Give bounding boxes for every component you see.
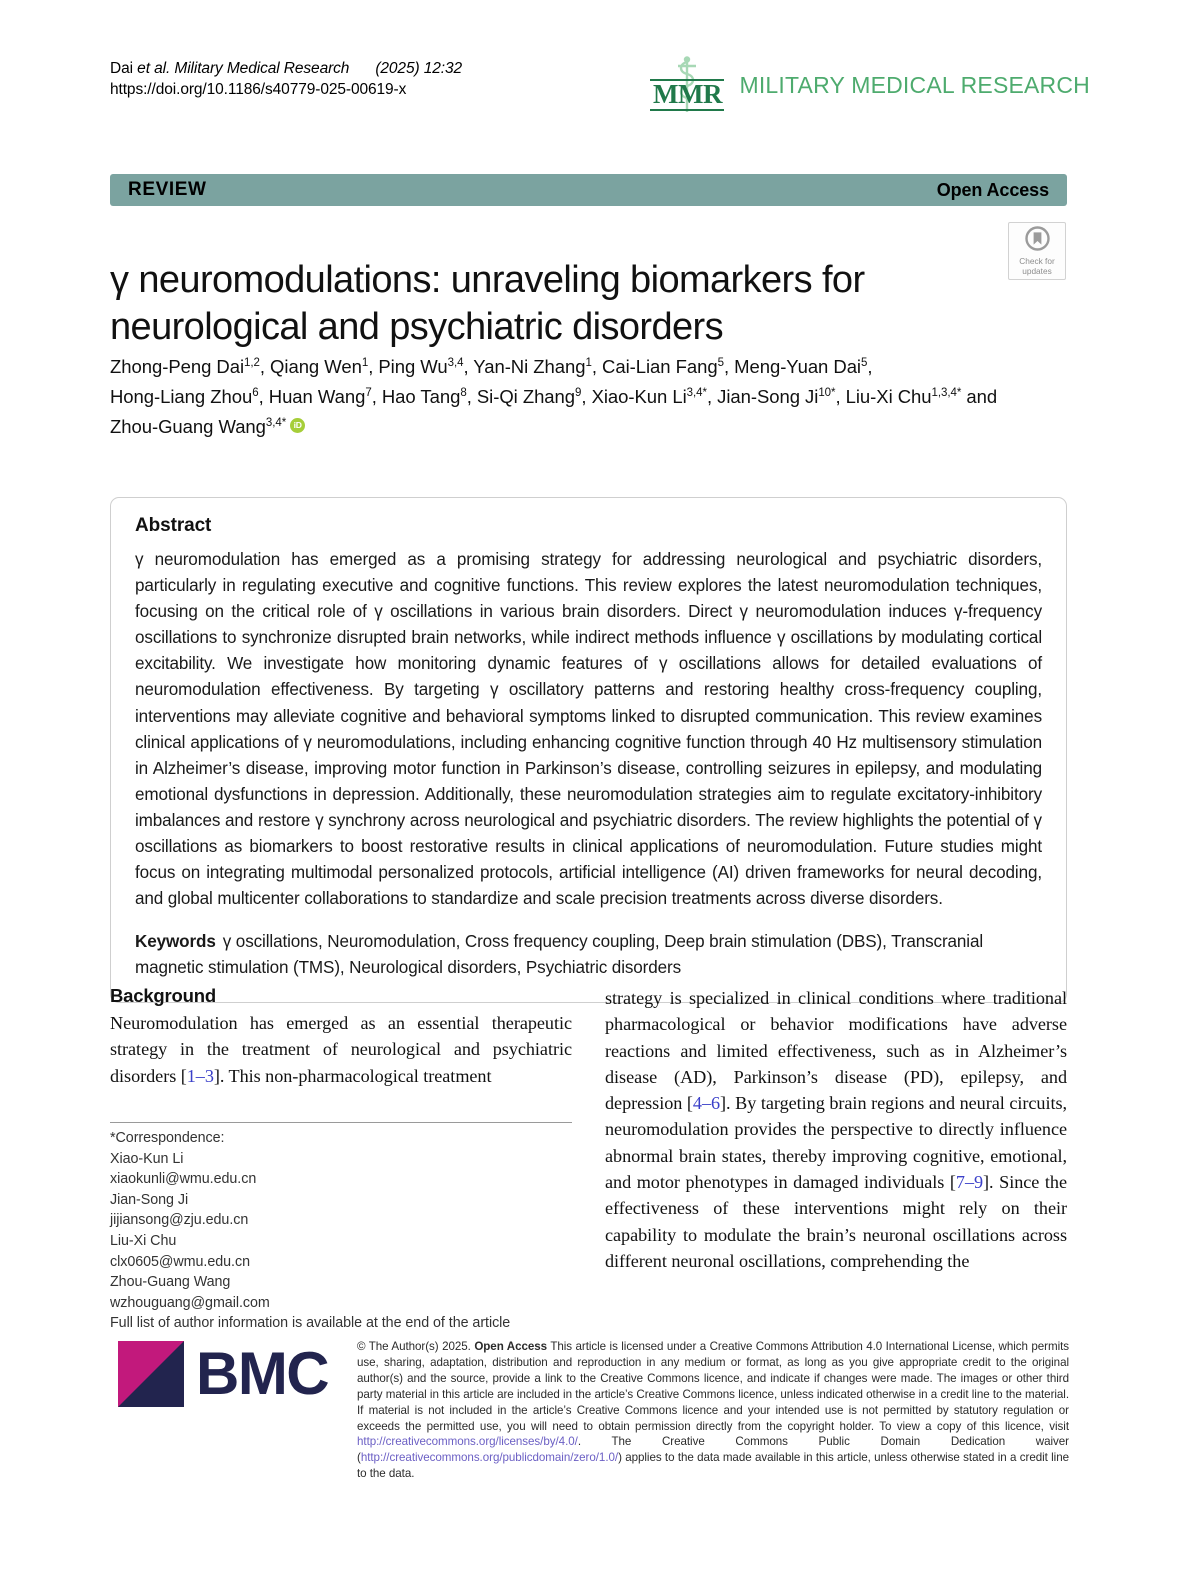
correspondence-entries <box>110 1149 580 1314</box>
crossmark-line1: Check for <box>1019 256 1055 267</box>
correspondence-name: Xiao-Kun Li <box>110 1150 184 1167</box>
crossmark-badge[interactable] <box>1008 222 1066 280</box>
bg-right-text-3: ]. Since the effectiveness of these interventions might rely on their capability to modulate the brain’s neuronal oscillations across different neuronal oscillations, comprehending the <box>605 1172 1067 1271</box>
author-list <box>110 352 1055 442</box>
citation-link-1-3[interactable]: 1–3 <box>186 1065 214 1086</box>
author-line-1: Zhong-Peng Dai$^{1,2}$, Qiang Wen$^1$, Ping Wu$^{3,4}$, Yan-Ni Zhang$^1$, Cai-Lian Fang$^5$, Meng-Yuan Dai$^5$, <box>110 356 873 377</box>
mmr-rule-bottom <box>650 109 724 111</box>
correspondence-block <box>110 1128 580 1334</box>
body-column-left <box>110 985 572 1089</box>
license-body-2: . The Creative Commons Public Domain Dedication waiver ( <box>357 1435 1069 1465</box>
journal-full-name: MILITARY MEDICAL RESEARCH <box>739 71 1090 98</box>
correspondence-divider <box>110 1122 572 1123</box>
license-body-1: This article is licensed under a Creative Commons Attribution 4.0 International License, which permits use, sharing, adaptation, distribution and reproduction in any medium or format, as long as you give appropriate credit to the original author(s) and the source, provide a link to the Creative Commons licence, and indicate if changes were made. The images or other third party material in this article are included in the article’s Creative Commons licence, unless indicated otherwise in a credit line to the material. If material is not included in the article’s Creative Commons licence and your intended use is not permitted by statutory regulation or exceeds the permitted use, you will need to obtain permission directly from the copyright holder. To view a copy of this licence, visit <box>357 1340 1070 1433</box>
license-open-access: Open Access <box>474 1340 548 1353</box>
keywords-line <box>135 929 1042 981</box>
license-statement <box>357 1339 1069 1482</box>
keywords-text: γ oscillations, Neuromodulation, Cross frequency coupling, Deep brain stimulation (DBS), Transcranial magnetic stimulation (TMS), Neurological disorders, Psychiatric disorders <box>135 932 984 978</box>
page-title: γ neuromodulations: unraveling biomarkers for neurological and psychiatric disorders <box>110 259 865 349</box>
correspondence-email[interactable]: jijiansong@zju.edu.cn <box>110 1212 249 1229</box>
article-type-banner <box>110 174 1067 206</box>
license-link-zero10[interactable]: http://creativecommons.org/publicdomain/zero/1.0/ <box>360 1451 619 1465</box>
license-copyright: © The Author(s) 2025. <box>357 1340 471 1353</box>
citation-link-7-9[interactable]: 7–9 <box>955 1172 984 1193</box>
background-paragraph-left <box>110 1010 572 1089</box>
license-body-3: ) applies to the data made available in this article, unless otherwise stated in a credit line to the data. <box>357 1451 1069 1481</box>
bg-right-text-2: ]. By targeting brain regions and neural circuits, neuromodulation provides the perspective to directly influence abnormal brain states, thereby improving cognitive, emotional, and motor phenotypes in damaged individuals [ <box>605 1093 1067 1193</box>
correspondence-name: Jian-Song Ji <box>110 1191 189 1208</box>
author-line-3: Zhou-Guang Wang$^{3,4*}$ <box>110 416 287 437</box>
correspondence-email[interactable]: xiaokunli@wmu.edu.cn <box>110 1171 257 1188</box>
correspondence-email[interactable]: wzhouguang@gmail.com <box>110 1294 270 1311</box>
citation-journal: et al. Military Medical Research <box>137 60 350 77</box>
bmc-square-icon <box>118 1341 184 1407</box>
doi-link[interactable]: https://doi.org/10.1186/s40779-025-00619-x <box>110 81 407 98</box>
orcid-icon[interactable]: iD <box>290 418 305 433</box>
page-header <box>110 58 1090 128</box>
correspondence-label: *Correspondence: <box>110 1130 225 1146</box>
keywords-label: Keywords <box>135 932 216 952</box>
abstract-text: γ neuromodulation has emerged as a promising strategy for addressing neurological and psychiatric disorders, particularly in regulating executive and cognitive functions. This review explores the latest neuromodulation techniques, focusing on the critical role of γ oscillations in various brain disorders. Direct γ neuromodulation induces γ-frequency oscillations to synchronize disrupted brain networks, while indirect methods influence γ oscillations by modulating cortical excitability. We investigate how monitoring dynamic features of γ oscillations allows for detailed evaluations of neuromodulation effectiveness. By targeting γ oscillatory patterns and restoring healthy cross-frequency coupling, interventions may alleviate cognitive and behavioral symptoms linked to disrupted communication. This review examines clinical applications of γ neuromodulations, including enhancing cognitive function through 40 Hz multisensory stimulation in Alzheimer’s disease, improving motor function in Parkinson’s disease, controlling seizures in epilepsy, and modulating emotional dysfunctions in depression. Additionally, these neuromodulation strategies aim to regulate excitatory-inhibitory imbalances and restore γ synchrony across neurological and psychiatric disorders. The review highlights the potential of γ oscillations as biomarkers to boost restorative results in clinical applications of neuromodulation. Future studies might focus on integrating multimodal personalized protocols, artificial intelligence (AI) driven frameworks for neural decoding, and global multicenter collaborations to standardize and scale precision treatments across diverse disorders. <box>135 550 1042 909</box>
background-paragraph-right <box>605 985 1067 1274</box>
article-type-label: REVIEW <box>128 179 207 200</box>
mmr-abbrev: MMR <box>653 79 722 109</box>
abstract-heading: Abstract <box>135 515 212 536</box>
crossmark-icon <box>1025 226 1050 256</box>
abstract-section <box>110 497 1067 1003</box>
body-column-right <box>605 985 1067 1274</box>
bg-right-text-1: strategy is specialized in clinical conditions where traditional pharmacological or behavior modifications have adverse reactions and limited effectiveness, such as in Alzheimer’s disease (AD), Parkinson’s disease (PD), epilepsy, and depression [ <box>605 988 1067 1114</box>
journal-logo <box>649 56 1090 114</box>
citation-link-4-6[interactable]: 4–6 <box>692 1093 721 1114</box>
author-line-2: Hong-Liang Zhou$^6$, Huan Wang$^7$, Hao Tang$^8$, Si-Qi Zhang$^9$, Xiao-Kun $Li^{3,4*}$, Jian-Song $Ji^{10*}$, Liu-Xi Chu$^{1,3,4*}$ and <box>110 386 998 407</box>
bmc-wordmark: BMC <box>196 1340 329 1407</box>
author-info-footnote: Full list of author information is available at the end of the article <box>110 1315 511 1332</box>
correspondence-email[interactable]: clx0605@wmu.edu.cn <box>110 1253 250 1270</box>
citation-volume: (2025) 12:32 <box>375 60 463 77</box>
bg-left-text-2: ]. This non-pharmacological treatment <box>213 1065 492 1086</box>
bmc-publisher-logo[interactable] <box>118 1341 328 1407</box>
license-link-by40[interactable]: http://creativecommons.org/licenses/by/4.0/ <box>357 1435 578 1449</box>
correspondence-name: Liu-Xi Chu <box>110 1232 177 1249</box>
section-heading-background: Background <box>110 985 216 1006</box>
open-access-label: Open Access <box>936 179 1049 200</box>
citation-author: Dai <box>110 60 138 77</box>
bg-left-text-1: Neuromodulation has emerged as an essential therapeutic strategy in the treatment of neurological and psychiatric disorders [ <box>110 1013 572 1086</box>
crossmark-text <box>1019 257 1055 276</box>
correspondence-name: Zhou-Guang Wang <box>110 1274 231 1291</box>
crossmark-line2: updates <box>1022 266 1052 276</box>
mmr-caduceus-icon <box>649 56 725 114</box>
